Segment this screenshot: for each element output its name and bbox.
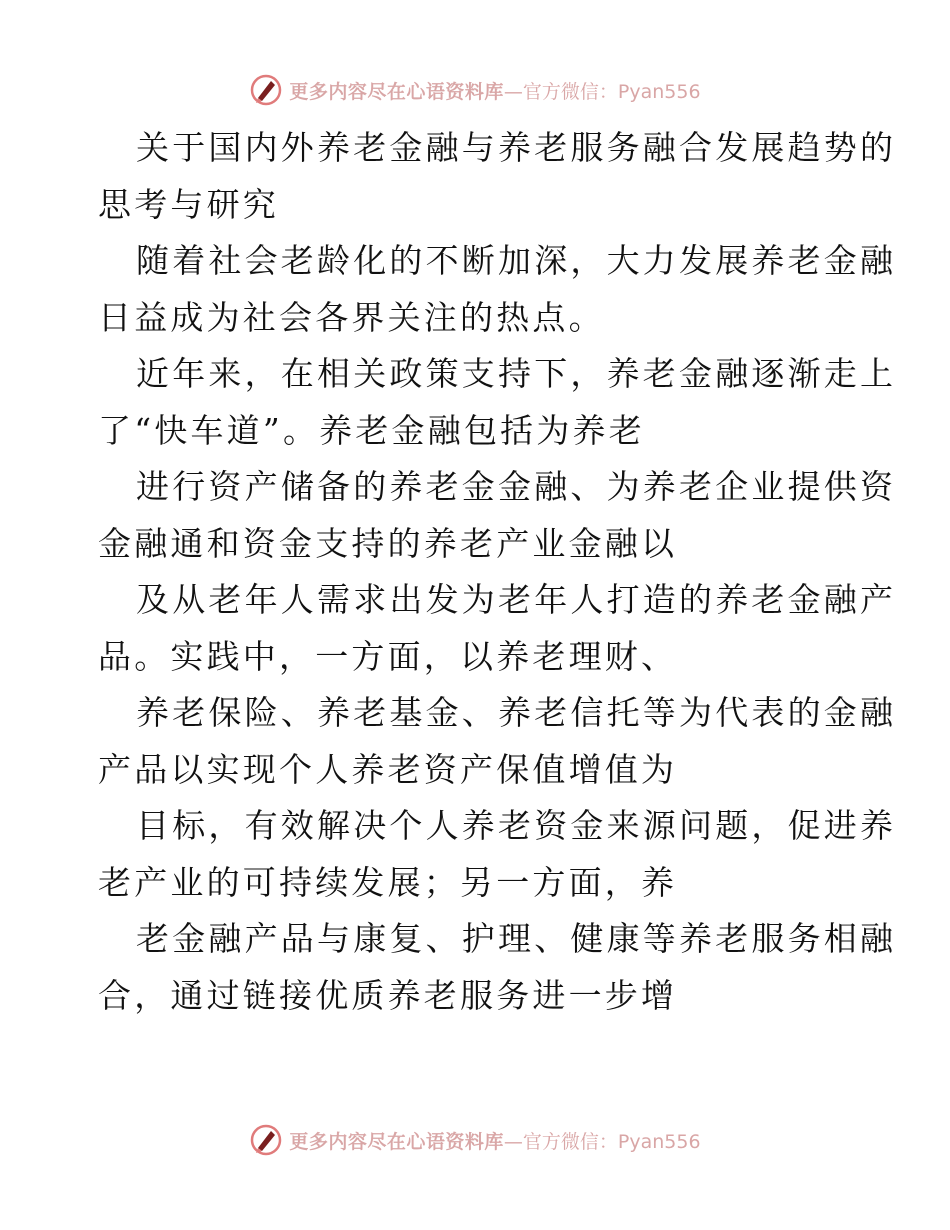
watermark-sub-text: —官方微信：Pyan556	[503, 80, 701, 103]
text-line: 了“快车道”。养老金融包括为养老	[98, 410, 645, 450]
text-line: 近年来，在相关政策支持下，养老金融逐渐走上	[136, 354, 897, 393]
watermark-sub-text: —官方微信：Pyan556	[503, 1130, 701, 1153]
text-line: 进行资产储备的养老金金融、为养老企业提供资	[136, 467, 897, 506]
watermark-main-text: 更多内容尽在心语资料库	[289, 80, 504, 103]
header-watermark	[0, 70, 950, 110]
text-line: 养老保险、养老基金、养老信托等为代表的金融	[136, 693, 897, 732]
document-body	[98, 120, 897, 1024]
text-line: 品。实践中，一方面，以养老理财、	[98, 636, 678, 676]
text-line: 老产业的可持续发展；另一方面，养	[98, 862, 678, 902]
pen-nib-logo-icon	[249, 73, 283, 107]
text-line: 及从老年人需求出发为老年人打造的养老金融产	[136, 580, 897, 619]
text-line: 老金融产品与康复、护理、健康等养老服务相融	[136, 919, 897, 958]
text-line: 目标，有效解决个人养老资金来源问题，促进养	[136, 806, 897, 845]
pen-nib-logo-icon	[249, 1123, 283, 1157]
watermark-main-text: 更多内容尽在心语资料库	[289, 1130, 504, 1153]
title-line-2: 思考与研究	[98, 184, 279, 224]
text-line: 合，通过链接优质养老服务进一步增	[98, 975, 678, 1015]
text-line: 产品以实现个人养老资产保值增值为	[98, 749, 678, 789]
text-line: 日益成为社会各界关注的热点。	[98, 297, 605, 337]
title-line-1: 关于国内外养老金融与养老服务融合发展趋势的	[136, 128, 897, 167]
text-line: 随着社会老龄化的不断加深，大力发展养老金融	[136, 241, 897, 280]
footer-watermark	[0, 1120, 950, 1160]
text-line: 金融通和资金支持的养老产业金融以	[98, 523, 678, 563]
